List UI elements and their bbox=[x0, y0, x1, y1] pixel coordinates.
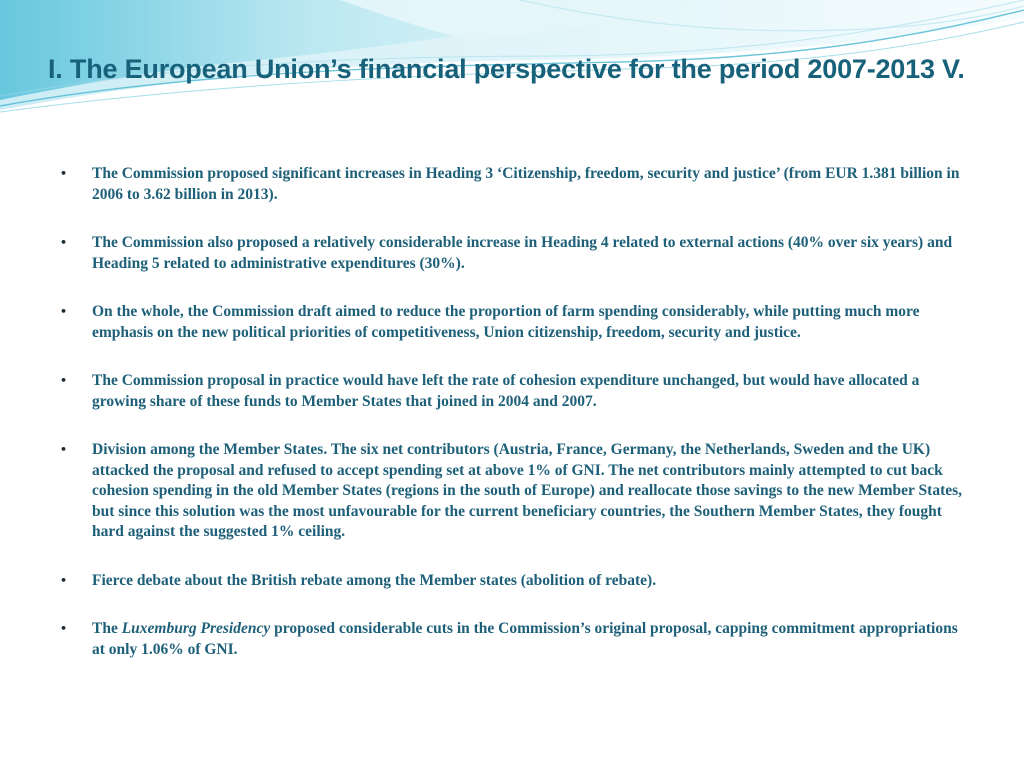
bullet-dot-icon: • bbox=[60, 443, 68, 456]
bullet-item bbox=[60, 164, 964, 205]
bullet-text: On the whole, the Commission draft aimed to reduce the proportion of farm spending considerably, while putting much more emphasis on the new political priorities of competitiveness, Union citizenship, freedom, security and justice. bbox=[92, 303, 920, 341]
bullet-text: The Commission proposed significant increases in Heading 3 ‘Citizenship, freedom, security and justice’ (from EUR 1.381 billion in 2006 to 3.62 billion in 2013). bbox=[92, 165, 960, 203]
bullet-dot-icon: • bbox=[60, 236, 68, 249]
bullet-text-suffix: proposed considerable cuts in the Commission’s original proposal, capping commitment appropriations at only 1.06% of GNI. bbox=[92, 620, 958, 658]
bullet-dot-icon: • bbox=[60, 167, 68, 180]
bullet-item bbox=[60, 440, 964, 543]
bullet-item bbox=[60, 371, 964, 412]
bullet-dot-icon: • bbox=[60, 573, 68, 587]
bullet-text: The Commission proposal in practice would have left the rate of cohesion expenditure unchanged, but would have allocated a growing share of these funds to Member States that joined in 2004 and 2007. bbox=[92, 372, 920, 410]
slide-title: I. The European Union’s financial perspective for the period 2007-2013 V. bbox=[48, 54, 965, 84]
bullet-item bbox=[60, 233, 964, 274]
bullet-dot-icon: • bbox=[60, 374, 68, 387]
bullet-text: The Commission also proposed a relatively considerable increase in Heading 4 related to external actions (40% over six years) and Heading 5 related to administrative expenditures (30%). bbox=[92, 234, 953, 272]
bullet-item bbox=[60, 571, 964, 592]
bullet-dot-icon: • bbox=[60, 622, 68, 635]
bullet-text: Fierce debate about the British rebate among the Member states (abolition of rebate). bbox=[92, 571, 657, 589]
bullet-text-emphasis: Luxemburg Presidency bbox=[121, 620, 271, 637]
bullet-item bbox=[60, 619, 964, 660]
bullet-text: Division among the Member States. The six net contributors (Austria, France, Germany, the Netherlands, Sweden and the UK) attacked the proposal and refused to accept spending set at above 1% of GNI. The net contributors mainly attempted to cut back cohesion spending in the old Member States (regions in the south of Europe) and reallocate those savings to the new Member States, but since this solution was the most unfavourable for the current beneficiary countries, the Southern Member States, they fought hard against the suggested 1% ceiling. bbox=[92, 441, 963, 540]
bullet-text-prefix: The bbox=[92, 620, 122, 637]
bullet-text bbox=[92, 620, 958, 658]
bullet-item bbox=[60, 302, 964, 343]
bullet-list bbox=[60, 164, 964, 688]
bullet-dot-icon: • bbox=[60, 305, 68, 318]
